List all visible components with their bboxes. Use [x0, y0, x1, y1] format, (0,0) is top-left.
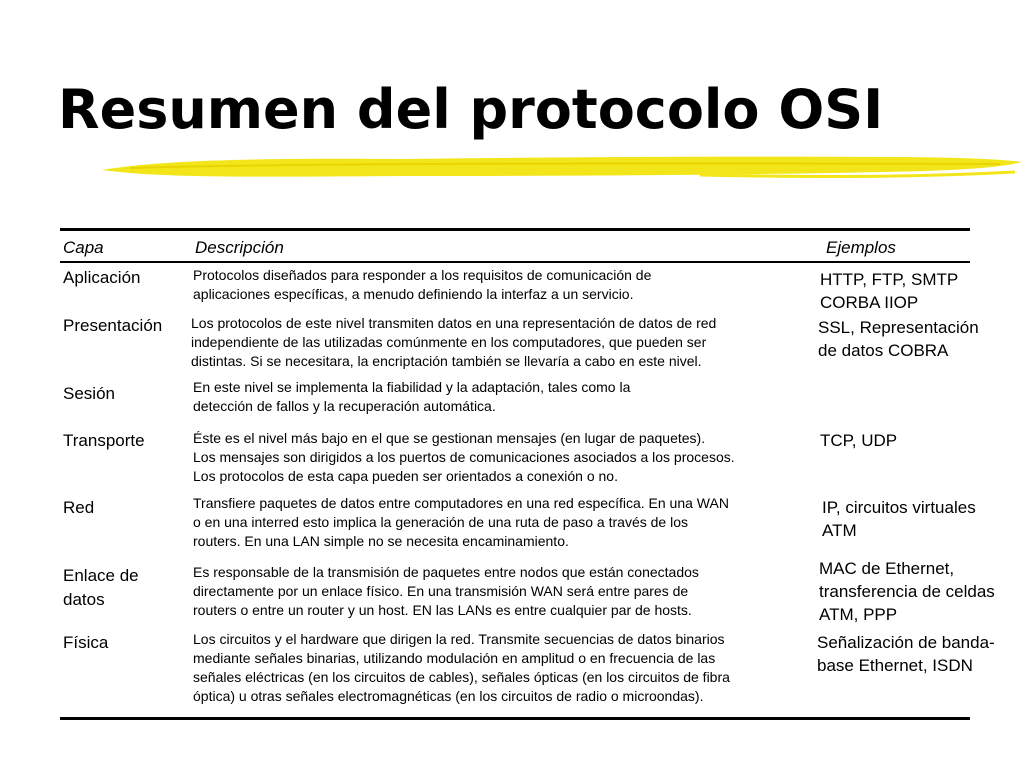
- slide-title: Resumen del protocolo OSI: [58, 78, 884, 141]
- desc-line: o en una interred esto implica la generación de una ruta de paso a través de los: [193, 514, 688, 530]
- example-line: base Ethernet, ISDN: [817, 656, 973, 675]
- table-header-rule: [60, 261, 970, 263]
- desc-line: directamente por un enlace físico. En una transmisión WAN será entre pares de: [193, 583, 689, 599]
- example-line: de datos COBRA: [818, 341, 949, 360]
- desc-line: aplicaciones específicas, a menudo definiendo la interfaz a un servicio.: [193, 286, 634, 302]
- desc-line: routers. En una LAN simple no se necesita encaminamiento.: [193, 533, 569, 549]
- desc-transporte: [193, 429, 735, 486]
- desc-aplicacion: [193, 266, 651, 304]
- example-line: IP, circuitos virtuales: [822, 498, 976, 517]
- examples-fisica: [817, 631, 995, 677]
- desc-presentacion: [191, 314, 716, 371]
- desc-enlace-de-datos: [193, 563, 699, 620]
- example-line: transferencia de celdas: [819, 582, 995, 601]
- title-underline-brush: [100, 148, 1024, 188]
- example-line: HTTP, FTP, SMTP: [820, 270, 959, 289]
- header-descripcion: Descripción: [195, 238, 284, 257]
- desc-line: independiente de las utilizadas comúnmente en los computadores, que pueden ser: [191, 334, 707, 350]
- layer-sesion: [63, 382, 115, 406]
- examples-enlace-de-datos: [819, 557, 995, 626]
- layer-line: Aplicación: [63, 268, 141, 287]
- desc-line: mediante señales binarias, utilizando modulación en amplitud o en frecuencia de las: [193, 650, 716, 666]
- layer-line: Transporte: [63, 431, 145, 450]
- layer-line: datos: [63, 590, 105, 609]
- desc-line: En este nivel se implementa la fiabilidad y la adaptación, tales como la: [193, 379, 631, 395]
- layer-line: Física: [63, 633, 109, 652]
- example-line: Señalización de banda-: [817, 633, 995, 652]
- desc-line: Éste es el nivel más bajo en el que se gestionan mensajes (en lugar de paquetes).: [193, 430, 706, 446]
- example-line: ATM, PPP: [819, 605, 898, 624]
- table-top-rule: [60, 228, 970, 231]
- desc-line: Transfiere paquetes de datos entre computadores en una red específica. En una WAN: [193, 495, 729, 511]
- example-line: CORBA IIOP: [820, 293, 919, 312]
- desc-line: detección de fallos y la recuperación automática.: [193, 398, 496, 414]
- desc-line: Los mensajes son dirigidos a los puertos de comunicaciones asociados a los procesos.: [193, 449, 735, 465]
- desc-line: Los protocolos de este nivel transmiten datos en una representación de datos de red: [191, 315, 717, 331]
- examples-red: [822, 496, 976, 542]
- layer-fisica: [63, 631, 108, 655]
- layer-aplicacion: [63, 266, 141, 290]
- examples-transporte: [820, 429, 897, 452]
- layer-presentacion: [63, 314, 162, 338]
- layer-enlace-de-datos: [63, 564, 139, 612]
- table-bottom-rule: [60, 717, 970, 720]
- desc-line: Es responsable de la transmisión de paquetes entre nodos que están conectados: [193, 564, 699, 580]
- layer-transporte: [63, 429, 145, 453]
- examples-aplicacion: [820, 268, 958, 314]
- desc-sesion: [193, 378, 630, 416]
- layer-line: Enlace de: [63, 566, 139, 585]
- desc-line: distintas. Si se necesitara, la encriptación también se llevaría a cabo en este nivel.: [191, 353, 702, 369]
- desc-line: Los circuitos y el hardware que dirigen la red. Transmite secuencias de datos binarios: [193, 631, 725, 647]
- desc-red: [193, 494, 729, 551]
- examples-presentacion: [818, 316, 979, 362]
- example-line: ATM: [822, 521, 857, 540]
- layer-line: Red: [63, 498, 95, 517]
- header-capa: Capa: [63, 238, 104, 257]
- example-line: TCP, UDP: [820, 431, 898, 450]
- example-line: SSL, Representación: [818, 318, 979, 337]
- header-ejemplos: Ejemplos: [826, 238, 896, 257]
- desc-line: routers o entre un router y un host. EN las LANs es entre cualquier par de hosts.: [193, 602, 692, 618]
- layer-red: [63, 496, 94, 520]
- desc-line: Los protocolos de esta capa pueden ser orientados a conexión o no.: [193, 468, 618, 484]
- desc-fisica: [193, 630, 730, 706]
- example-line: MAC de Ethernet,: [819, 559, 955, 578]
- desc-line: Protocolos diseñados para responder a los requisitos de comunicación de: [193, 267, 652, 283]
- desc-line: señales eléctricas (en los circuitos de cables), señales ópticas (en los circuitos de fibra: [193, 669, 730, 685]
- layer-line: Presentación: [63, 316, 163, 335]
- desc-line: óptica) u otras señales electromagnéticas (en los circuitos de radio o microondas).: [193, 688, 704, 704]
- layer-line: Sesión: [63, 384, 115, 403]
